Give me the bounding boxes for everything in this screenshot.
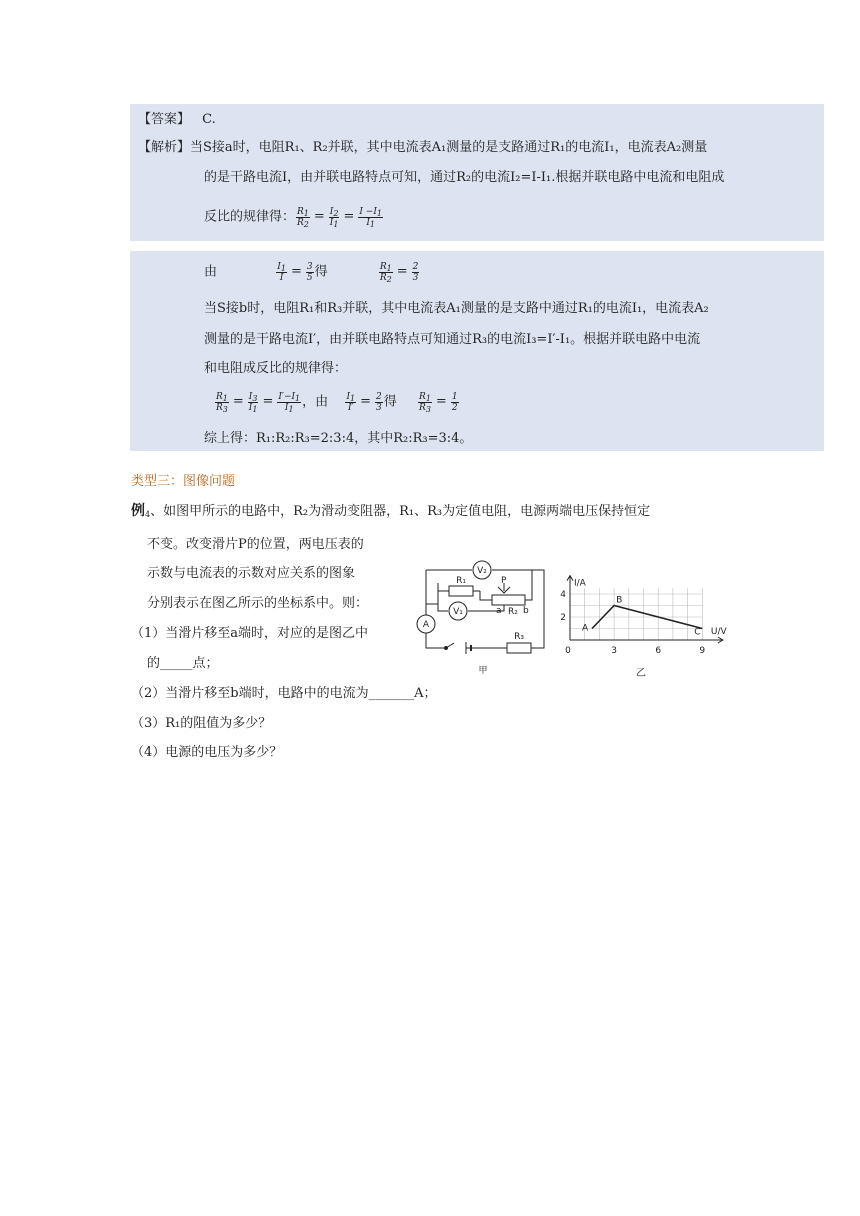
- analysis-text-3: 反比的规律得：: [204, 209, 296, 225]
- solution-line-4: 和电阻成反比的规律得：: [204, 361, 348, 376]
- solution-line-2: 当S接b时，电阻R₁和R₃并联，其中电流表A₁测量的是支路中通过R₁的电流I₁，电流表A₂: [204, 301, 709, 316]
- formula-fraction: $\frac{R_1}{R_2}$: [379, 261, 392, 284]
- you2-text: ，由: [302, 394, 329, 410]
- a-meter-label: A: [422, 620, 430, 630]
- answer-row: [138, 112, 216, 128]
- de2-text: 得: [383, 394, 397, 410]
- de-text: 得: [314, 264, 328, 280]
- y-tick-label: 4: [560, 590, 566, 600]
- r2-rheostat-icon: [492, 595, 525, 605]
- y-tick-label: 2: [560, 613, 566, 623]
- question-2: （2）当滑片移至b端时，电路中的电流为_______A；: [131, 686, 437, 701]
- x-axis-label: U/V: [710, 627, 727, 637]
- point-label: B: [616, 595, 623, 606]
- r3-label: R₃: [514, 632, 524, 642]
- formula-fraction: $\frac{I_2}{I_1}$: [329, 206, 339, 229]
- example-text-1: 、如图甲所示的电路中，R₂为滑动变阻器，R₁、R₃为定值电阻，电源两端电压保持恒定: [150, 504, 651, 519]
- solution-line-3: 测量的是干路电流I′，由并联电路特点可知通过R₃的电流I₃=I′-I₁。根据并联电路中电流: [204, 332, 701, 347]
- analysis-line-3: 反比的规律得： $\frac{R_1}{R_2}$ = $\frac{I_2}{I_1}$ = $\frac{I -I_1}{I_1}$: [204, 206, 382, 229]
- graph-caption: 乙: [636, 668, 646, 679]
- r3-resistor-icon: [507, 643, 531, 653]
- point-label: C: [694, 627, 701, 638]
- analysis-line-1: [138, 140, 707, 156]
- answer-box: [130, 104, 824, 241]
- you-text: 由: [204, 264, 218, 280]
- question-3: （3）R₁的阻值为多少？: [131, 716, 272, 731]
- example-line-3: 示数与电流表的示数对应关系的图象: [147, 566, 356, 581]
- example-line-1: [131, 503, 650, 520]
- formula-fraction: $\frac{R_1}{R_2}$: [297, 206, 309, 229]
- x-tick-label: 9: [699, 646, 706, 656]
- ratio-line: 由 $\frac{I_1}{I}$ = $\frac{3}{5}$ 得 $\frac{R_1}{R_2}$ = $\frac{2}{3}$: [204, 261, 419, 284]
- analysis-label: 【解析】: [138, 140, 191, 155]
- analysis-text-1: 当S接a时，电阻R₁、R₂并联，其中电流表A₁测量的是支路通过R₁的电流I₁，电流表A₂测量: [190, 140, 708, 155]
- formula-fraction: $\frac{2}{3}$: [412, 261, 419, 283]
- answer-value: C.: [202, 112, 216, 127]
- analysis-line-2: 的是干路电流I，由并联电路特点可知，通过R₂的电流I₂=I-I₁.根据并联电路中电流和电阻成: [204, 170, 725, 185]
- example-number: 4: [145, 510, 151, 519]
- formula-fraction: $\frac{1}{2}$: [451, 391, 458, 413]
- r1-label: R₁: [456, 576, 466, 586]
- question-1b: 的_____点；: [147, 656, 219, 671]
- formula-fraction: $\frac{I_1}{I'}$: [346, 391, 356, 413]
- example-line-2: 不变。改变滑片P的位置，两电压表的: [147, 537, 364, 552]
- solution-box: [130, 251, 824, 451]
- x-tick-label: 6: [655, 646, 662, 656]
- circuit-caption: 甲: [478, 666, 488, 676]
- answer-label: 【答案】: [138, 112, 191, 127]
- formula-fraction: $\frac{2}{3}$: [376, 391, 382, 413]
- v2-label: V₂: [477, 566, 487, 576]
- formula-fraction: $\frac{R_1}{R_3}$: [419, 391, 431, 414]
- r2-label: R₂: [508, 607, 518, 617]
- b-end-label: b: [523, 606, 529, 616]
- circuit-diagram: [410, 555, 560, 680]
- example-label: 例: [131, 503, 145, 519]
- graph-chart: [560, 558, 740, 683]
- x-tick-label: 3: [611, 646, 617, 656]
- ratio-line-2: $\frac{R_1}{R_3}$ = $\frac{I_3}{I_1}$ = $\frac{I'-I_1}{I_1}$ ，由 $\frac{I_1}{I'}$ = $\frac{2}{3}$ 得 $\frac{R_1}{R_3}$ = $\frac{1}{2}$: [216, 391, 458, 414]
- a-end-label: a: [496, 606, 502, 616]
- formula-fraction: $\frac{I'-I_1}{I_1}$: [278, 391, 301, 414]
- formula-fraction: $\frac{I -I_1}{I_1}$: [359, 206, 382, 229]
- section-heading: 类型三：图像问题: [131, 474, 236, 489]
- question-4: （4）电源的电压为多少？: [131, 745, 283, 760]
- formula-fraction: $\frac{3}{5}$: [306, 261, 313, 283]
- question-1a: （1）当滑片移至a端时，对应的是图乙中: [131, 626, 369, 641]
- x-tick-label: 0: [565, 646, 571, 656]
- p-label: P: [501, 576, 507, 586]
- v1-label: V₁: [453, 607, 463, 617]
- y-axis-label: I/A: [574, 578, 586, 589]
- r1-resistor-icon: [449, 586, 473, 596]
- formula-fraction: $\frac{I_3}{I_1}$: [248, 391, 258, 414]
- example-line-4: 分别表示在图乙所示的坐标系中。则：: [147, 596, 369, 611]
- formula-fraction: $\frac{R_1}{R_3}$: [216, 391, 228, 414]
- point-label: A: [582, 623, 589, 634]
- formula-fraction: $\frac{I_1}{I}$: [277, 261, 286, 283]
- summary-line: 综上得：R₁:R₂:R₃=2:3:4，其中R₂:R₃=3:4。: [204, 431, 473, 446]
